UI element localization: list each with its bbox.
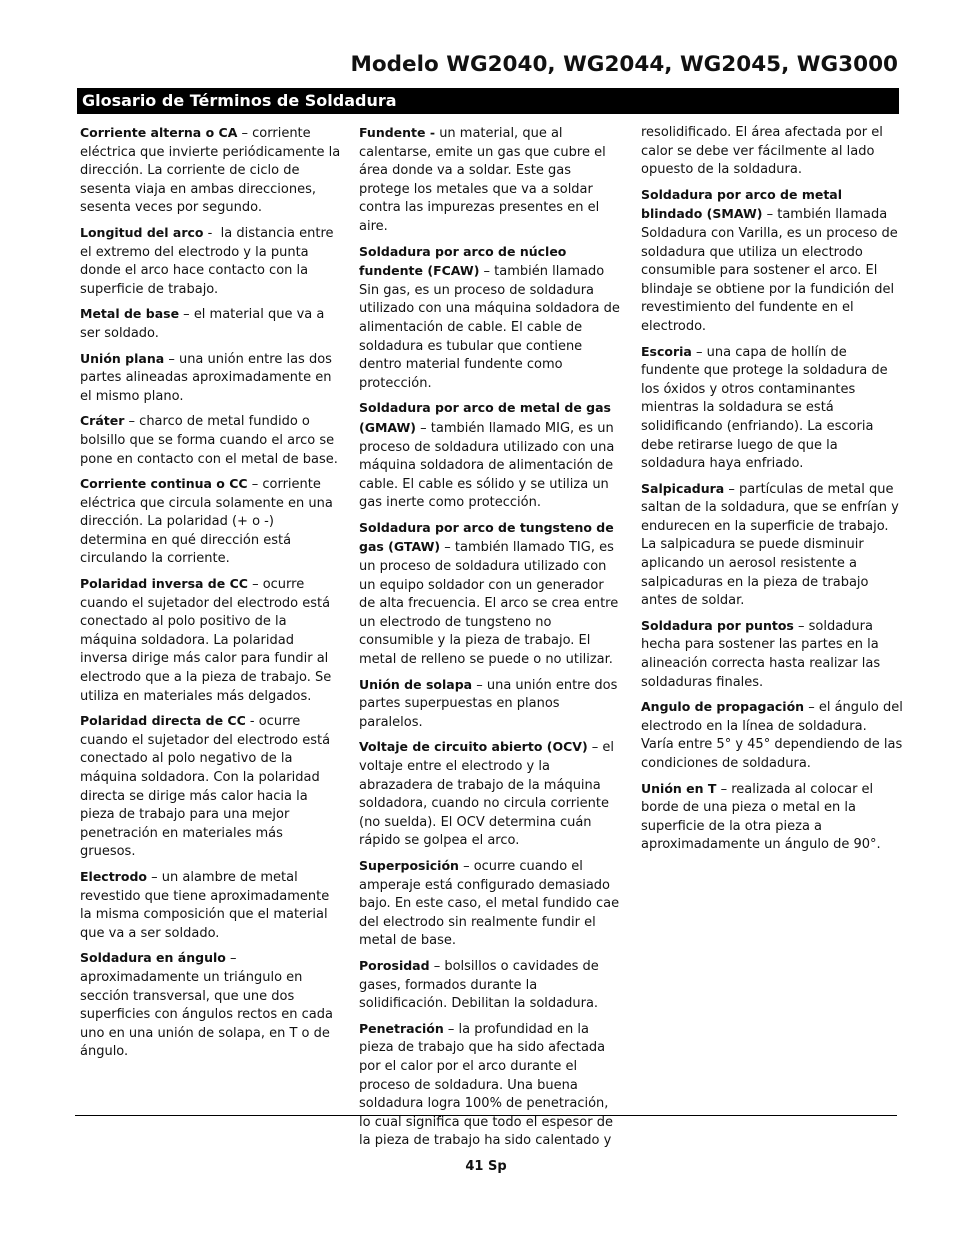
glossary-definition: corriente eléctrica que circula solamente en una dirección. La polaridad (+ o -) determina en qué dirección está circulando la corriente. [80, 477, 333, 567]
glossary-definition: charco de metal fundido o bolsillo que se forma cuando el arco se pone en contacto con el metal de base. [80, 414, 338, 467]
glossary-term: Unión plana [80, 350, 165, 366]
glossary-term: Salpicadura [641, 480, 725, 496]
glossary-separator: – [225, 951, 241, 967]
glossary-separator: – [587, 740, 603, 756]
glossary-term: Soldadura por arco de núcleo fundente (FCAW) [359, 243, 567, 279]
glossary-term: Porosidad [359, 957, 430, 973]
glossary-entry [80, 949, 342, 1062]
glossary-entry [80, 224, 342, 299]
glossary-term: Penetración [359, 1020, 444, 1036]
glossary-separator: – [146, 869, 162, 885]
glossary-separator: – [804, 700, 819, 716]
glossary-definition: el voltaje entre el electrodo y la abrazadera de trabajo de la máquina soldadora, cuando no circula corriente (no suelda). El OCV determina cuán rápido se golpea el arco. [359, 740, 615, 849]
glossary-term: Fundente - [359, 125, 436, 140]
glossary-entry [641, 698, 903, 773]
glossary-term: Soldadura en ángulo [80, 950, 226, 966]
glossary-term: Longitud del arco [80, 224, 204, 240]
glossary-entry [641, 780, 903, 855]
glossary-entry [641, 186, 903, 337]
glossary-definition: corriente eléctrica que invierte periódicamente la dirección. La corriente de ciclo de sesenta viaja en ambas direcciones, sesenta veces por segundo. [80, 126, 341, 216]
glossary-entry [359, 519, 621, 670]
glossary-separator: – [164, 351, 179, 367]
glossary-term: Unión de solapa [359, 676, 473, 692]
glossary-column-2 [359, 124, 621, 1157]
glossary-term: Polaridad directa de CC [80, 713, 246, 729]
glossary-term: Voltaje de circuito abierto (OCV) [359, 739, 588, 755]
glossary-entry [641, 343, 903, 474]
glossary-definition: resolidificado. El área afectada por el calor se debe ver fácilmente al lado opuesto de la soldadura. [641, 125, 883, 178]
glossary-definition: ocurre cuando el amperaje está configurado demasiado bajo. En este caso, el metal fundido cae del electrodo sin realmente fundir el metal de base. [359, 858, 620, 949]
glossary-separator: – [247, 477, 263, 493]
glossary-entry [359, 857, 621, 951]
page-number: 41 Sp [465, 1159, 507, 1174]
glossary-term: Soldadura por arco de metal de gas (GMAW) [359, 400, 611, 435]
glossary-definition: también llamado TIG, es un proceso de soldadura utilizado con un equipo soldador con un generador de alta frecuencia. El arco se crea entre un electrodo de tungsteno no consumible y la pieza de trabajo. El metal de relleno se puede o no utilizar. [359, 540, 619, 668]
glossary-term: Cráter [80, 413, 125, 429]
footer-divider [75, 1115, 897, 1116]
glossary-separator: – [440, 540, 455, 556]
glossary-definition: también llamado Sin gas, es un proceso de soldadura utilizado con una máquina soldadora de alimentación de cable. El cable de soldadura es tubular que contiene dentro material fundente como protección. [359, 264, 620, 391]
glossary-term: Polaridad inversa de CC [80, 576, 248, 592]
glossary-separator: – [479, 264, 495, 280]
glossary-term: Soldadura por puntos [641, 617, 794, 633]
glossary-term: Soldadura por arco de metal blindado (SMAW) [641, 186, 843, 222]
glossary-term: Soldadura por arco de tungsteno de gas (GTAW) [359, 519, 614, 555]
glossary-separator: - [203, 225, 221, 241]
glossary-definition: la profundidad en la pieza de trabajo que ha sido afectada por el calor por el arco durante el proceso de soldadura. Una buena soldadura logra 100% de penetración, lo cual significa que todo el espesor de la pieza de trabajo ha sido calentado y [359, 1021, 613, 1149]
glossary-term: Angulo de propagación [641, 699, 805, 715]
glossary-separator: – [416, 420, 431, 436]
glossary-entry [359, 738, 621, 851]
glossary-definition: también llamado MIG, es un proceso de soldadura utilizado con una máquina soldadora de alimentación de cable. El cable es sólido y se utiliza un gas inerte como protección. [359, 420, 615, 511]
glossary-separator: – [429, 958, 445, 974]
glossary-entry [80, 475, 342, 569]
glossary-separator: – [124, 414, 140, 430]
glossary-entry [359, 676, 621, 733]
glossary-separator: – [179, 307, 194, 323]
glossary-entry [359, 399, 621, 513]
glossary-entry [80, 305, 342, 343]
glossary-separator: – [247, 577, 263, 593]
glossary-definition: un material, que al calentarse, emite un gas que cubre el área donde va a soldar. Este gas protege los metales que va a soldar contra las impurezas presentes en el aire. [359, 126, 606, 234]
glossary-definition: la distancia entre el extremo del electrodo y la punta donde el arco hace contacto con la superficie de trabajo. [80, 225, 334, 297]
section-header: Glosario de Términos de Soldadura [77, 88, 899, 114]
glossary-column-3 [641, 124, 903, 861]
glossary-definition: ocurre cuando el sujetador del electrodo está conectado al polo positivo de la máquina soldadora. La polaridad inversa dirige más calor para fundir al electrodo que a la pieza de trabajo. Se utiliza en materiales más delgados. [80, 577, 332, 704]
glossary-definition: el ángulo del electrodo en la línea de soldadura. Varía entre 5° y 45° dependiendo de las condiciones de soldadura. [641, 700, 903, 771]
glossary-separator: – [237, 126, 253, 141]
glossary-entry [80, 412, 342, 469]
glossary-definition: partículas de metal que saltan de la soldadura, que se enfrían y endurecen en la superficie de trabajo. La salpicadura se puede disminuir aplicando un aerosol resistente a salpicaduras en la pieza de trabajo antes de soldar. [641, 481, 899, 609]
glossary-entry [641, 480, 903, 611]
glossary-entry [359, 957, 621, 1014]
glossary-definition: realizada al colocar el borde de una pieza o metal en la superficie de la otra pieza a aproximadamente un ángulo de 90°. [641, 781, 881, 853]
glossary-entry [359, 1020, 621, 1151]
glossary-definition: ocurre cuando el sujetador del electrodo está conectado al polo negativo de la máquina soldadora. Con la polaridad directa se dirige más calor hacia la pieza de trabajo para una mejor penetración en materiales más gruesos. [80, 714, 331, 860]
glossary-definition: una unión entre las dos partes alineadas aproximadamente en el mismo plano. [80, 351, 332, 404]
glossary-entry [80, 712, 342, 862]
glossary-column-1 [80, 124, 342, 1068]
glossary-separator: – [716, 781, 732, 797]
glossary-definition: soldadura hecha para sostener las partes en la alineación correcta hasta realizar las soldaduras finales. [641, 618, 881, 690]
glossary-separator: – [472, 677, 487, 693]
glossary-term: Superposición [359, 857, 459, 873]
glossary-definition: un alambre de metal revestido que tiene aproximadamente la misma composición que el material que va a ser soldado. [80, 869, 330, 941]
glossary-entry [80, 575, 342, 706]
glossary-definition: una unión entre dos partes superpuestas en planos paralelos. [359, 677, 618, 730]
page-title: Modelo WG2040, WG2044, WG2045, WG3000 [350, 52, 898, 77]
glossary-entry [641, 617, 903, 692]
glossary-entry [80, 350, 342, 407]
glossary-definition: aproximadamente un triángulo en sección transversal, que une dos superficies con ángulos rectos en cada uno en una unión de solapa, en T o de ángulo. [80, 969, 333, 1060]
glossary-separator: - [245, 714, 259, 730]
glossary-definition: bolsillos o cavidades de gases, formados durante la solidificación. Debilitan la soldadura. [359, 958, 599, 1012]
glossary-separator: – [443, 1021, 459, 1037]
glossary-separator: – [762, 207, 778, 223]
glossary-term: Corriente continua o CC [80, 476, 248, 492]
glossary-term: Escoria [641, 343, 692, 359]
glossary-separator: – [458, 858, 474, 874]
glossary-definition: una capa de hollín de fundente que protege la soldadura de los óxidos y otros contaminantes mientras la soldadura se está solidificando (enfriando). La escoria debe retirarse luego de que la soldadura haya enfriado. [641, 344, 888, 472]
glossary-term: Metal de base [80, 306, 180, 322]
glossary-separator: – [793, 618, 809, 634]
glossary-definition: también llamada Soldadura con Varilla, es un proceso de soldadura que utiliza un electrodo consumible para sostener el arco. El blindaje se obtiene por la fundición del revestimiento del fundente en el electrodo. [641, 207, 898, 334]
glossary-term: Unión en T [641, 780, 717, 796]
glossary-entry [641, 124, 903, 180]
glossary-definition: el material que va a ser soldado. [80, 307, 325, 341]
glossary-term: Corriente alterna o CA [80, 125, 238, 140]
glossary-separator: – [724, 481, 740, 497]
glossary-separator: – [691, 344, 707, 360]
glossary-entry [80, 868, 342, 943]
glossary-entry [359, 243, 621, 394]
glossary-entry [359, 124, 621, 237]
glossary-term: Electrodo [80, 868, 147, 884]
glossary-entry [80, 124, 342, 218]
